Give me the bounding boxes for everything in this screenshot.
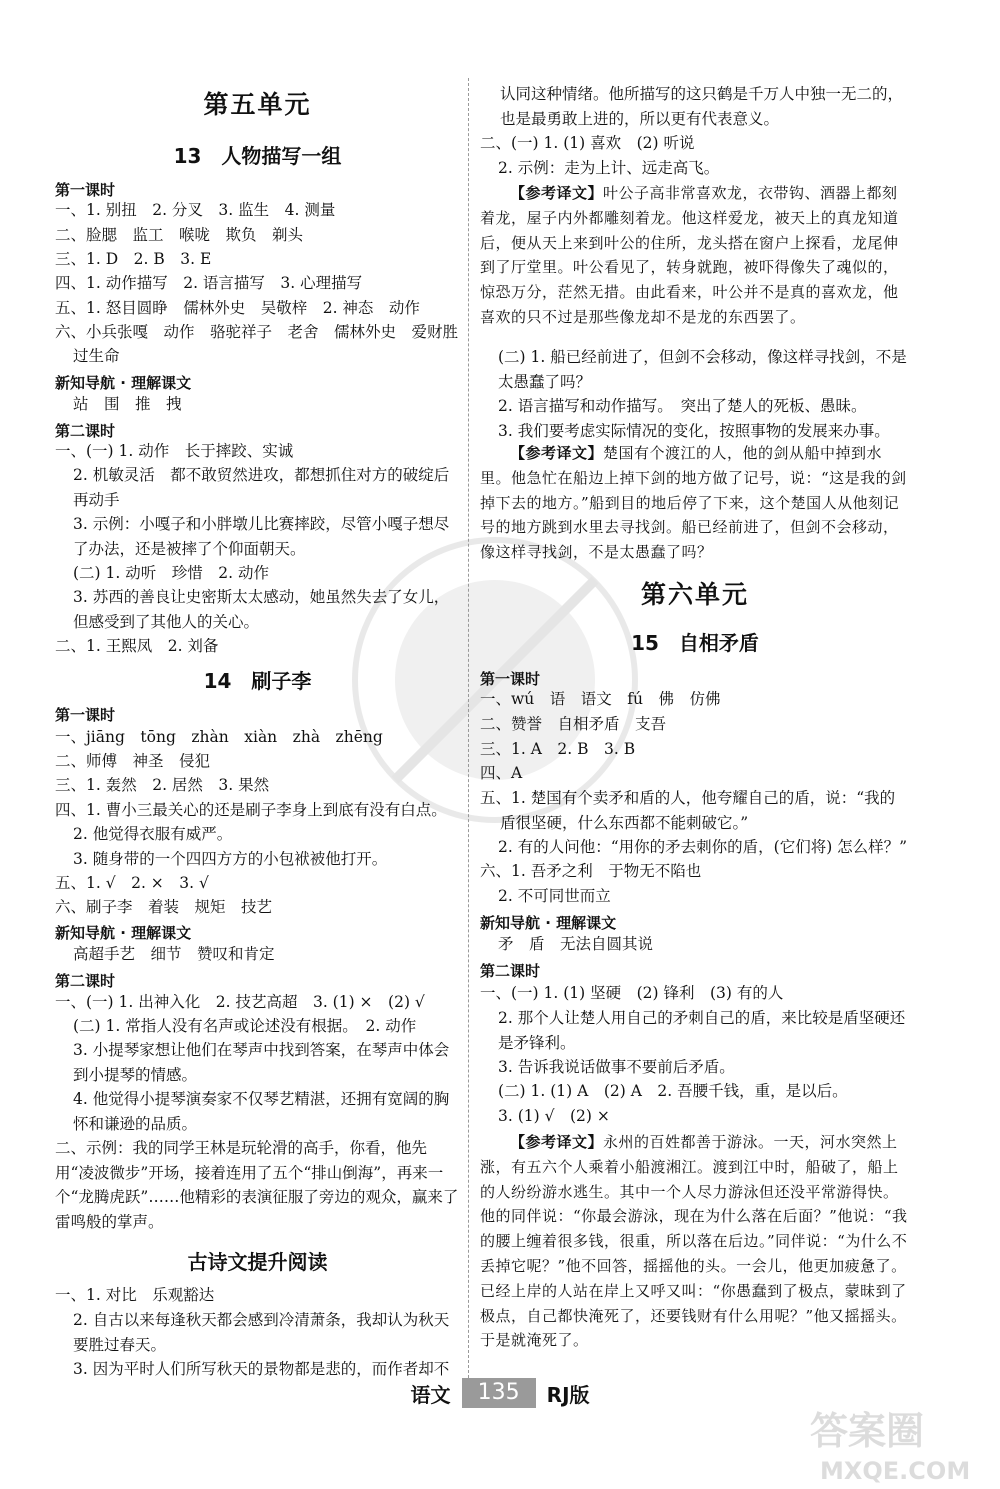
answer-line: 站 围 推 拽: [73, 395, 182, 413]
answer-line: 一、1. 别扭 2. 分叉 3. 监生 4. 测量: [55, 201, 336, 219]
session-label: 第一课时: [480, 670, 541, 688]
answer-line: 二、1. 王熙凤 2. 刘备: [55, 637, 219, 655]
section-title: 古诗文提升阅读: [187, 1250, 328, 1274]
answer-line: 2. 那个人让楚人用自己的矛刺自己的盾，来比较是盾坚硬还是矛锋利。: [498, 1009, 906, 1052]
answer-line: 三、1. A 2. B 3. B: [480, 740, 636, 758]
watermark-title: 答案圈: [810, 1409, 925, 1453]
answer-line: 2. 示例：走为上计、远走高飞。: [498, 159, 720, 177]
lesson-title: 15 自相矛盾: [631, 631, 759, 655]
translation-text: 永州的百姓都善于游泳。一天，河水突然上涨，有五六个人乘着小船渡湘江。渡到江中时，船破了，船上的人纷纷游水逃生。其中一个人尽力游泳但还没平常游得快。他的同伴说：“你最会游泳，现在为什么落在后面？”他说：“我的腰上缠着很多钱，很重，所以落在后边。”同伴说：“为什么不丢掉它呢？”他不回答，摇摇他的头。一会儿，他更加疲惫了。已经上岸的人站在岸上又呼又叫：“你愚蠢到了极点，蒙昧到了极点，自己都快淹死了，还要钱财有什么用呢？”他又摇摇头。于是就淹死了。: [480, 1133, 908, 1350]
session-label: 第二课时: [55, 972, 116, 990]
answer-line: 二、师傅 神圣 侵犯: [55, 752, 211, 770]
answer-line: 三、1. 轰然 2. 居然 3. 果然: [55, 776, 270, 794]
answer-line: 一、(一) 1. (1) 坚硬 (2) 锋利 (3) 有的人: [480, 984, 784, 1002]
session-label: 第一课时: [55, 706, 116, 724]
answer-line: 3. 因为平时人们所写秋天的景物都是悲的，而作者却不: [73, 1360, 450, 1378]
answer-line: 矛 盾 无法自圆其说: [498, 935, 654, 953]
answer-line: 3. 示例：小嘎子和小胖墩儿比赛摔跤，尽管小嘎子想尽了办法，还是被摔了个仰面朝天。: [73, 515, 450, 558]
section-label: 新知导航 · 理解课文: [55, 924, 192, 942]
session-label: 第一课时: [55, 181, 116, 199]
answer-line: 五、1. √ 2. × 3. √: [55, 874, 209, 892]
answer-line: 四、A: [480, 764, 523, 782]
watermark-url: MXQE.COM: [820, 1457, 971, 1485]
lesson-title: 13 人物描写一组: [173, 144, 342, 168]
section-label: 新知导航 · 理解课文: [55, 374, 192, 392]
answer-line: 2. 他觉得衣服有威严。: [73, 825, 233, 843]
answer-line: 一、(一) 1. 动作 长于摔跤、实诚: [55, 442, 294, 460]
answer-line: 一、(一) 1. 出神入化 2. 技艺高超 3. (1) × (2) √: [55, 993, 425, 1011]
answer-line: 2. 不可同世而立: [498, 887, 611, 905]
session-label: 第二课时: [480, 962, 541, 980]
answer-line: 三、1. D 2. B 3. E: [55, 250, 212, 268]
reference-translation: [480, 1130, 910, 1353]
answer-line: 五、1. 楚国有个卖矛和盾的人，他夸耀自己的盾，说：“我的盾很坚硬，什么东西都不能刺破它。”: [480, 789, 896, 832]
site-watermark-logo: [800, 1399, 980, 1489]
footer-edition: RJ版: [546, 1382, 590, 1407]
translation-label: 【参考译文】: [510, 184, 604, 202]
answer-line: (二) 1. 动听 珍惜 2. 动作: [73, 564, 269, 582]
answer-line: 二、脸腮 监工 喉咙 欺负 剃头: [55, 226, 304, 244]
answer-line: 2. 机敏灵活 都不敢贸然进攻，都想抓住对方的破绽后再动手: [73, 466, 450, 509]
answer-line: 四、1. 曹小三最关心的还是刷子李身上到底有没有白点。: [55, 801, 447, 819]
translation-text: 楚国有个渡江的人，他的剑从船中掉到水里。他急忙在船边上掉下剑的地方做了记号，说：“这是我的剑掉下去的地方。”船到目的地后停了下来，这个楚国人从他刻记号的地方跳到水里去寻找剑。船已经前进了，但剑不会移动，像这样寻找剑，不是太愚蠢了吗？: [480, 444, 907, 562]
answer-line: 四、1. 动作描写 2. 语言描写 3. 心理描写: [55, 274, 363, 292]
answer-line: 一、1. 对比 乐观豁达: [55, 1286, 215, 1304]
answer-line: (二) 1. (1) A (2) A 2. 吾腰千钱，重，是以后。: [498, 1082, 848, 1100]
answer-line: 3. 小提琴家想让他们在琴声中找到答案，在琴声中体会到小提琴的情感。: [73, 1041, 450, 1084]
answer-line: 二、赞誉 自相矛盾 支吾: [480, 715, 667, 733]
section-label: 新知导航 · 理解课文: [480, 914, 617, 932]
translation-label: 【参考译文】: [510, 444, 604, 462]
column-divider: [468, 78, 469, 1378]
lesson-title: 14 刷子李: [203, 669, 312, 693]
answer-line: 3. 随身带的一个四四方方的小包袱被他打开。: [73, 850, 388, 868]
answer-line: 二、(一) 1. (1) 喜欢 (2) 听说: [480, 134, 695, 152]
reference-translation: [480, 441, 910, 565]
translation-label: 【参考译文】: [510, 1133, 604, 1151]
answer-line: 五、1. 怒目圆睁 儒林外史 吴敬梓 2. 神态 动作: [55, 299, 420, 317]
answer-line: 3. 告诉我说话做事不要前后矛盾。: [498, 1058, 735, 1076]
reference-translation: [480, 181, 910, 330]
answer-line: 一、jiāng tōng zhàn xiàn zhà zhēng: [55, 728, 383, 746]
answer-line: 过生命: [73, 347, 120, 365]
page-number: 135: [462, 1378, 536, 1408]
answer-line: 六、1. 吾矛之利 于物无不陷也: [480, 862, 702, 880]
answer-line: 六、小兵张嘎 动作 骆驼祥子 老舍 儒林外史 爱财胜: [55, 323, 459, 341]
answer-line: 2. 语言描写和动作描写。 突出了楚人的死板、愚昧。: [498, 397, 867, 415]
session-label: 第二课时: [55, 422, 116, 440]
answer-line: (二) 1. 船已经前进了，但剑不会移动，像这样寻找剑，不是太愚蠢了吗？: [498, 348, 907, 391]
answer-line: 3. 我们要考虑实际情况的变化，按照事物的发展来办事。: [498, 422, 890, 440]
answer-line: 高超手艺 细节 赞叹和肯定: [73, 945, 275, 963]
answer-line: 认同这种情绪。他所描写的这只鹤是千万人中独一无二的，也是最勇敢上进的，所以更有代表意义。: [500, 85, 904, 128]
answer-line: (二) 1. 常指人没有名声或论述没有根据。 2. 动作: [73, 1017, 417, 1035]
answer-line: 3. 苏西的善良让史密斯太太感动，她虽然失去了女儿，但感受到了其他人的关心。: [73, 588, 450, 631]
answer-line: 2. 有的人问他：“用你的矛去刺你的盾，(它们将) 怎么样？”: [498, 838, 908, 856]
answer-line: 一、wú 语 语文 fú 佛 仿佛: [480, 690, 721, 708]
unit-heading: 第六单元: [640, 580, 749, 609]
unit-heading: 第五单元: [203, 90, 312, 119]
answer-line: 2. 自古以来每逢秋天都会感到冷清萧条，我却认为秋天要胜过春天。: [73, 1311, 450, 1354]
answer-line: 六、刷子李 着装 规矩 技艺: [55, 898, 273, 916]
translation-text: 叶公子高非常喜欢龙，衣带钩、酒器上都刻着龙，屋子内外都雕刻着龙。他这样爱龙，被天上的真龙知道后，便从天上来到叶公的住所，龙头搭在窗户上探看，龙尾伸到了厅堂里。叶公看见了，转身就跑，被吓得像失了魂似的，惊恐万分，茫然无措。由此看来，叶公并不是真的喜欢龙，他喜欢的只不过是那些像龙却不是龙的东西罢了。: [480, 184, 899, 326]
answer-line: 3. (1) √ (2) ×: [498, 1107, 610, 1125]
answer-line: 二、示例：我的同学王林是玩轮滑的高手，你看，他先用“凌波微步”开场，接着连用了五个“排山倒海”，再来一个“龙腾虎跃”……他精彩的表演征服了旁边的观众，赢来了雷鸣般的掌声。: [55, 1139, 459, 1231]
footer-subject: 语文: [410, 1382, 451, 1407]
answer-line: 4. 他觉得小提琴演奏家不仅琴艺精湛，还拥有宽阔的胸怀和谦逊的品质。: [73, 1090, 450, 1133]
